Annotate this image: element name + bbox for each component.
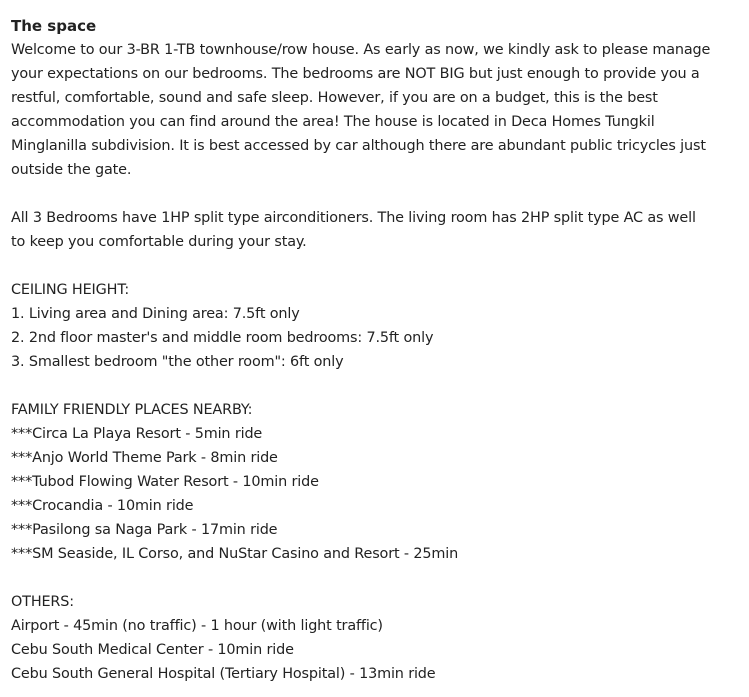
list-item: 3. Smallest bedroom "the other room": 6ft only bbox=[11, 354, 344, 370]
intro-line: Minglanilla subdivision. It is best accessed by car although there are abundant public tricycles just bbox=[11, 138, 706, 154]
paragraph-spacer bbox=[11, 566, 739, 590]
intro-line: restful, comfortable, sound and safe sleep. However, if you are on a budget, this is the best bbox=[11, 90, 658, 106]
list-item: Airport - 45min (no traffic) - 1 hour (with light traffic) bbox=[11, 618, 383, 634]
family-places-heading: FAMILY FRIENDLY PLACES NEARBY: bbox=[11, 402, 253, 418]
intro-line: your expectations on our bedrooms. The bedrooms are NOT BIG but just enough to provide you a bbox=[11, 66, 700, 82]
paragraph-spacer bbox=[11, 374, 739, 398]
list-item: ***Circa La Playa Resort - 5min ride bbox=[11, 426, 263, 442]
paragraph-spacer bbox=[11, 254, 739, 278]
list-item: ***Tubod Flowing Water Resort - 10min ride bbox=[11, 474, 319, 490]
intro-paragraph bbox=[11, 38, 739, 182]
others-heading: OTHERS: bbox=[11, 594, 74, 610]
list-item: ***Crocandia - 10min ride bbox=[11, 498, 194, 514]
list-item: Cebu South General Hospital (Tertiary Hospital) - 13min ride bbox=[11, 666, 436, 682]
intro-line: outside the gate. bbox=[11, 162, 132, 178]
paragraph-spacer bbox=[11, 182, 739, 206]
list-item: ***Anjo World Theme Park - 8min ride bbox=[11, 450, 278, 466]
aircon-paragraph bbox=[11, 206, 739, 254]
others-section bbox=[11, 590, 739, 686]
intro-line: Welcome to our 3-BR 1-TB townhouse/row house. As early as now, we kindly ask to please manage bbox=[11, 42, 711, 58]
aircon-line: All 3 Bedrooms have 1HP split type airconditioners. The living room has 2HP split type AC as well bbox=[11, 210, 696, 226]
ceiling-height-section bbox=[11, 278, 739, 374]
family-places-section bbox=[11, 398, 739, 566]
list-item: 1. Living area and Dining area: 7.5ft only bbox=[11, 306, 300, 322]
ceiling-height-heading: CEILING HEIGHT: bbox=[11, 282, 130, 298]
section-title: The space bbox=[11, 17, 97, 35]
list-item: ***SM Seaside, IL Corso, and NuStar Casino and Resort - 25min bbox=[11, 546, 459, 562]
list-item: ***Pasilong sa Naga Park - 17min ride bbox=[11, 522, 278, 538]
list-item: 2. 2nd floor master's and middle room bedrooms: 7.5ft only bbox=[11, 330, 434, 346]
intro-line: accommodation you can find around the area! The house is located in Deca Homes Tungkil bbox=[11, 114, 655, 130]
list-item: Cebu South Medical Center - 10min ride bbox=[11, 642, 294, 658]
aircon-line: to keep you comfortable during your stay. bbox=[11, 234, 307, 250]
